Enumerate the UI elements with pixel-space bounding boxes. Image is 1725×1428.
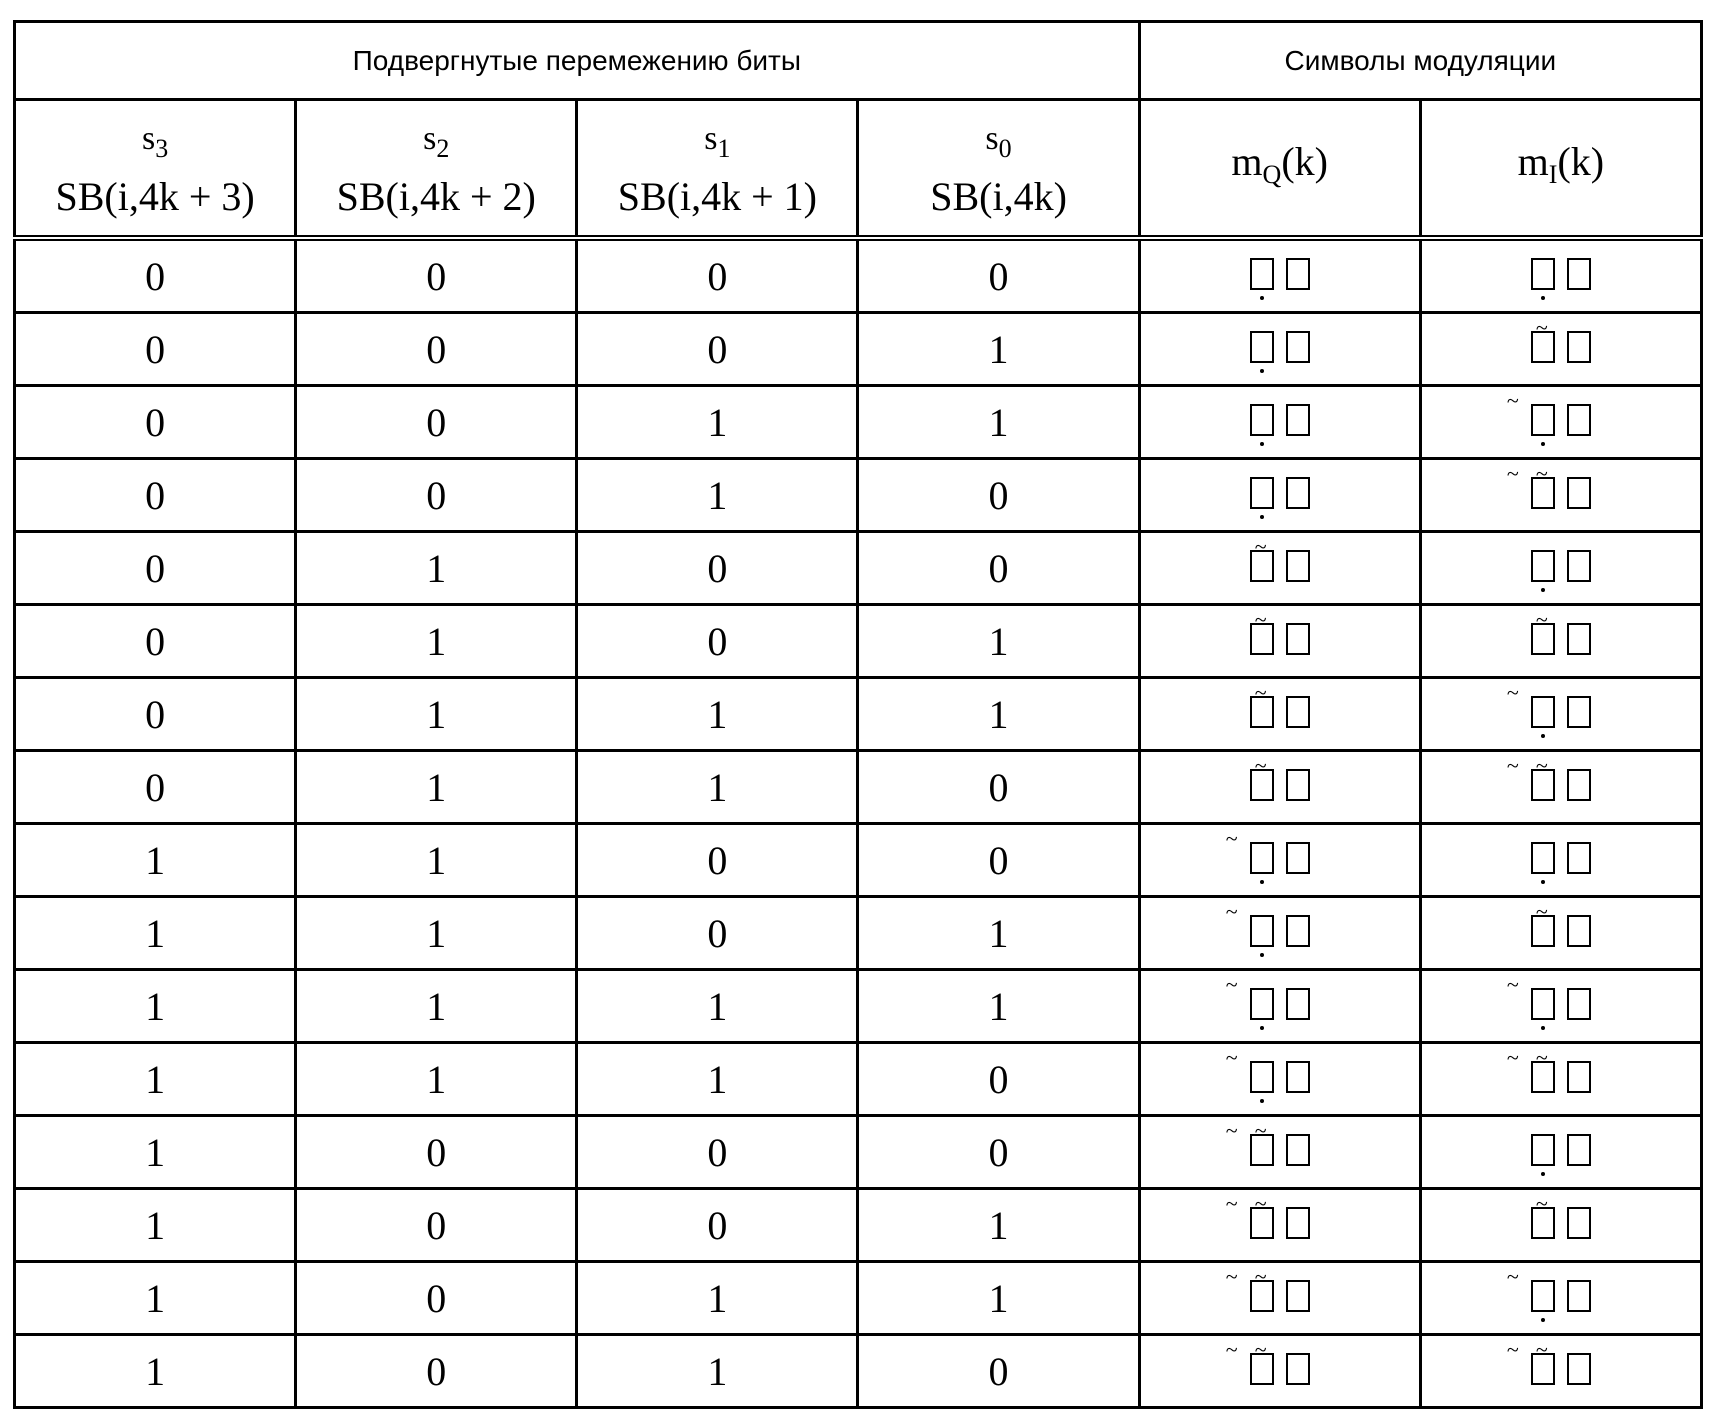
modulation-symbol xyxy=(1250,1280,1310,1312)
bit-cell-s0: 1 xyxy=(858,1189,1139,1262)
bit-cell-s2: 1 xyxy=(296,605,577,678)
overline-tilde-mark: ~ xyxy=(1536,755,1548,777)
missing-glyph-box xyxy=(1250,550,1274,582)
missing-glyph-box xyxy=(1286,331,1310,363)
overline-tilde-mark: ~ xyxy=(1255,609,1267,631)
missing-glyph-box xyxy=(1567,258,1591,290)
column-header xyxy=(1139,100,1420,239)
bit-cell-s1: 0 xyxy=(577,1189,858,1262)
modulation-symbol xyxy=(1531,1280,1591,1312)
symbol-cell-mI xyxy=(1420,1335,1701,1408)
column-header xyxy=(858,100,1139,239)
symbol-cell-mQ xyxy=(1139,459,1420,532)
bit-cell-s3: 1 xyxy=(15,970,296,1043)
overline-tilde-mark: ~ xyxy=(1536,901,1548,923)
bit-cell-s3: 1 xyxy=(15,1043,296,1116)
bit-cell-s0: 0 xyxy=(858,1116,1139,1189)
bit-cell-s1: 0 xyxy=(577,238,858,313)
decimal-dot-mark xyxy=(1260,880,1264,884)
bit-cell-s2: 0 xyxy=(296,1189,577,1262)
bit-cell-s0: 1 xyxy=(858,897,1139,970)
column-symbol-name: m xyxy=(1231,139,1262,184)
missing-glyph-box xyxy=(1250,696,1274,728)
decimal-dot-mark xyxy=(1260,1026,1264,1030)
missing-glyph-box xyxy=(1531,915,1555,947)
modulation-symbol xyxy=(1531,550,1591,582)
decimal-dot-mark xyxy=(1541,296,1545,300)
bit-cell-s2: 1 xyxy=(296,824,577,897)
decimal-dot-mark xyxy=(1541,1172,1545,1176)
missing-glyph-box xyxy=(1567,477,1591,509)
symbol-cell-mI xyxy=(1420,1189,1701,1262)
column-symbol-name: s xyxy=(142,120,155,157)
overline-tilde-mark: ~ xyxy=(1255,1120,1267,1142)
modulation-symbol xyxy=(1531,477,1591,509)
modulation-symbol xyxy=(1531,331,1591,363)
column-subscript: 0 xyxy=(999,134,1012,163)
table-row xyxy=(15,1043,1702,1116)
minus-tilde-mark: ~ xyxy=(1226,974,1238,996)
column-expression: SB(i,4k + 1) xyxy=(578,173,856,221)
table-row xyxy=(15,459,1702,532)
modulation-symbol xyxy=(1250,404,1310,436)
bit-to-symbol-mapping-table xyxy=(13,20,1703,1409)
symbol-cell-mQ xyxy=(1139,970,1420,1043)
symbol-cell-mQ xyxy=(1139,678,1420,751)
symbol-cell-mQ xyxy=(1139,1335,1420,1408)
bit-cell-s3: 1 xyxy=(15,1335,296,1408)
symbol-cell-mI xyxy=(1420,824,1701,897)
bit-cell-s2: 0 xyxy=(296,386,577,459)
minus-tilde-mark: ~ xyxy=(1507,755,1519,777)
decimal-dot-mark xyxy=(1260,442,1264,446)
bit-cell-s3: 1 xyxy=(15,897,296,970)
table-row xyxy=(15,970,1702,1043)
column-header-row xyxy=(15,100,1702,239)
modulation-symbol xyxy=(1250,1207,1310,1239)
modulation-symbol xyxy=(1250,623,1310,655)
symbol-cell-mI xyxy=(1420,678,1701,751)
bit-cell-s0: 1 xyxy=(858,605,1139,678)
column-subscript: 2 xyxy=(436,134,449,163)
minus-tilde-mark: ~ xyxy=(1507,1047,1519,1069)
minus-tilde-mark: ~ xyxy=(1507,390,1519,412)
modulation-symbols-group-header: Символы модуляции xyxy=(1139,22,1701,100)
bit-cell-s2: 0 xyxy=(296,459,577,532)
symbol-cell-mQ xyxy=(1139,238,1420,313)
table-row xyxy=(15,605,1702,678)
bit-cell-s0: 0 xyxy=(858,459,1139,532)
bit-cell-s2: 1 xyxy=(296,678,577,751)
missing-glyph-box xyxy=(1531,1061,1555,1093)
symbol-cell-mI xyxy=(1420,313,1701,386)
modulation-symbol xyxy=(1250,696,1310,728)
bit-cell-s0: 0 xyxy=(858,1043,1139,1116)
table-row xyxy=(15,1262,1702,1335)
bit-cell-s2: 0 xyxy=(296,313,577,386)
minus-tilde-mark: ~ xyxy=(1507,1339,1519,1361)
bit-cell-s0: 1 xyxy=(858,1262,1139,1335)
bit-cell-s3: 0 xyxy=(15,605,296,678)
bit-cell-s1: 0 xyxy=(577,1116,858,1189)
bit-cell-s0: 1 xyxy=(858,678,1139,751)
overline-tilde-mark: ~ xyxy=(1255,1266,1267,1288)
missing-glyph-box xyxy=(1531,623,1555,655)
missing-glyph-box xyxy=(1286,1353,1310,1385)
modulation-symbol xyxy=(1531,1207,1591,1239)
minus-tilde-mark: ~ xyxy=(1507,974,1519,996)
missing-glyph-box xyxy=(1286,696,1310,728)
minus-tilde-mark: ~ xyxy=(1226,828,1238,850)
missing-glyph-box xyxy=(1250,1353,1274,1385)
bit-cell-s0: 0 xyxy=(858,824,1139,897)
bit-cell-s0: 0 xyxy=(858,1335,1139,1408)
symbol-cell-mI xyxy=(1420,238,1701,313)
minus-tilde-mark: ~ xyxy=(1226,1047,1238,1069)
overline-tilde-mark: ~ xyxy=(1255,1193,1267,1215)
missing-glyph-box xyxy=(1567,1061,1591,1093)
symbol-cell-mI xyxy=(1420,1116,1701,1189)
modulation-symbol xyxy=(1531,842,1591,874)
bit-cell-s0: 1 xyxy=(858,970,1139,1043)
symbol-cell-mQ xyxy=(1139,897,1420,970)
minus-tilde-mark: ~ xyxy=(1507,1266,1519,1288)
decimal-dot-mark xyxy=(1260,369,1264,373)
bit-cell-s2: 1 xyxy=(296,751,577,824)
column-symbol-name: m xyxy=(1518,139,1549,184)
modulation-symbol xyxy=(1531,1134,1591,1166)
missing-glyph-box xyxy=(1286,623,1310,655)
column-header xyxy=(1420,100,1701,239)
overline-tilde-mark: ~ xyxy=(1536,1193,1548,1215)
modulation-symbol xyxy=(1250,258,1310,290)
missing-glyph-box xyxy=(1567,623,1591,655)
table-body xyxy=(15,238,1702,1408)
missing-glyph-box xyxy=(1567,331,1591,363)
modulation-symbol xyxy=(1531,696,1591,728)
bit-cell-s3: 0 xyxy=(15,678,296,751)
modulation-symbol xyxy=(1250,1134,1310,1166)
modulation-symbol xyxy=(1250,477,1310,509)
column-symbol-name: s xyxy=(704,120,717,157)
overline-tilde-mark: ~ xyxy=(1255,1339,1267,1361)
missing-glyph-box xyxy=(1250,258,1274,290)
missing-glyph-box xyxy=(1567,1134,1591,1166)
symbol-cell-mQ xyxy=(1139,1262,1420,1335)
bit-cell-s2: 1 xyxy=(296,532,577,605)
column-subscript: I xyxy=(1549,160,1558,189)
table-row xyxy=(15,751,1702,824)
bit-cell-s3: 0 xyxy=(15,313,296,386)
missing-glyph-box xyxy=(1567,1280,1591,1312)
bit-cell-s0: 1 xyxy=(858,386,1139,459)
decimal-dot-mark xyxy=(1541,1318,1545,1322)
missing-glyph-box xyxy=(1286,550,1310,582)
missing-glyph-box xyxy=(1286,842,1310,874)
symbol-cell-mQ xyxy=(1139,605,1420,678)
decimal-dot-mark xyxy=(1541,1026,1545,1030)
missing-glyph-box xyxy=(1250,1207,1274,1239)
bit-cell-s1: 0 xyxy=(577,532,858,605)
missing-glyph-box xyxy=(1531,769,1555,801)
missing-glyph-box xyxy=(1531,1207,1555,1239)
minus-tilde-mark: ~ xyxy=(1507,463,1519,485)
bit-cell-s1: 0 xyxy=(577,313,858,386)
bit-cell-s2: 1 xyxy=(296,970,577,1043)
symbol-cell-mI xyxy=(1420,751,1701,824)
modulation-symbol xyxy=(1531,915,1591,947)
overline-tilde-mark: ~ xyxy=(1255,682,1267,704)
overline-tilde-mark: ~ xyxy=(1536,1047,1548,1069)
missing-glyph-box xyxy=(1250,915,1274,947)
symbol-cell-mQ xyxy=(1139,751,1420,824)
bit-cell-s3: 0 xyxy=(15,751,296,824)
missing-glyph-box xyxy=(1286,477,1310,509)
bit-cell-s2: 1 xyxy=(296,897,577,970)
modulation-symbol xyxy=(1250,550,1310,582)
missing-glyph-box xyxy=(1250,769,1274,801)
missing-glyph-box xyxy=(1286,404,1310,436)
minus-tilde-mark: ~ xyxy=(1226,1120,1238,1142)
missing-glyph-box xyxy=(1531,550,1555,582)
bit-cell-s1: 1 xyxy=(577,678,858,751)
bit-cell-s0: 1 xyxy=(858,313,1139,386)
modulation-symbol xyxy=(1531,1353,1591,1385)
decimal-dot-mark xyxy=(1260,1099,1264,1103)
missing-glyph-box xyxy=(1567,769,1591,801)
missing-glyph-box xyxy=(1567,696,1591,728)
missing-glyph-box xyxy=(1531,1280,1555,1312)
missing-glyph-box xyxy=(1531,1134,1555,1166)
modulation-symbol xyxy=(1531,404,1591,436)
modulation-symbol xyxy=(1531,769,1591,801)
overline-tilde-mark: ~ xyxy=(1536,1339,1548,1361)
missing-glyph-box xyxy=(1567,915,1591,947)
bit-cell-s2: 0 xyxy=(296,1116,577,1189)
overline-tilde-mark: ~ xyxy=(1536,317,1548,339)
missing-glyph-box xyxy=(1567,988,1591,1020)
column-header xyxy=(577,100,858,239)
column-symbol-name: s xyxy=(423,120,436,157)
bit-cell-s1: 1 xyxy=(577,970,858,1043)
symbol-cell-mI xyxy=(1420,605,1701,678)
missing-glyph-box xyxy=(1250,1134,1274,1166)
decimal-dot-mark xyxy=(1260,515,1264,519)
bit-cell-s3: 0 xyxy=(15,459,296,532)
bit-cell-s1: 0 xyxy=(577,897,858,970)
symbol-cell-mI xyxy=(1420,386,1701,459)
bit-cell-s2: 1 xyxy=(296,1043,577,1116)
overline-tilde-mark: ~ xyxy=(1536,609,1548,631)
decimal-dot-mark xyxy=(1541,734,1545,738)
modulation-symbol xyxy=(1531,1061,1591,1093)
column-expression: SB(i,4k + 3) xyxy=(16,173,294,221)
minus-tilde-mark: ~ xyxy=(1226,1266,1238,1288)
decimal-dot-mark xyxy=(1541,880,1545,884)
decimal-dot-mark xyxy=(1541,442,1545,446)
missing-glyph-box xyxy=(1531,404,1555,436)
missing-glyph-box xyxy=(1567,404,1591,436)
modulation-symbol xyxy=(1250,1353,1310,1385)
modulation-symbol xyxy=(1531,988,1591,1020)
modulation-symbol xyxy=(1531,623,1591,655)
missing-glyph-box xyxy=(1250,331,1274,363)
column-expression: SB(i,4k) xyxy=(859,173,1137,221)
modulation-symbol xyxy=(1250,915,1310,947)
modulation-symbol xyxy=(1250,988,1310,1020)
symbol-cell-mI xyxy=(1420,459,1701,532)
symbol-cell-mQ xyxy=(1139,1043,1420,1116)
symbol-cell-mQ xyxy=(1139,386,1420,459)
missing-glyph-box xyxy=(1567,842,1591,874)
bit-cell-s1: 0 xyxy=(577,605,858,678)
table-row xyxy=(15,824,1702,897)
column-expression: (k) xyxy=(1557,139,1604,184)
missing-glyph-box xyxy=(1567,1207,1591,1239)
missing-glyph-box xyxy=(1286,258,1310,290)
bit-cell-s0: 0 xyxy=(858,751,1139,824)
bit-cell-s2: 0 xyxy=(296,1335,577,1408)
symbol-cell-mI xyxy=(1420,532,1701,605)
bit-cell-s3: 0 xyxy=(15,386,296,459)
symbol-cell-mQ xyxy=(1139,1116,1420,1189)
bit-cell-s1: 1 xyxy=(577,1335,858,1408)
modulation-symbol xyxy=(1250,769,1310,801)
missing-glyph-box xyxy=(1286,1061,1310,1093)
overline-tilde-mark: ~ xyxy=(1255,755,1267,777)
overline-tilde-mark: ~ xyxy=(1255,536,1267,558)
missing-glyph-box xyxy=(1286,1280,1310,1312)
bit-cell-s1: 0 xyxy=(577,824,858,897)
missing-glyph-box xyxy=(1286,1207,1310,1239)
table-row xyxy=(15,238,1702,313)
bit-cell-s1: 1 xyxy=(577,1043,858,1116)
bit-cell-s3: 0 xyxy=(15,238,296,313)
missing-glyph-box xyxy=(1567,550,1591,582)
missing-glyph-box xyxy=(1250,1280,1274,1312)
missing-glyph-box xyxy=(1250,477,1274,509)
table-row xyxy=(15,1116,1702,1189)
bit-cell-s1: 1 xyxy=(577,459,858,532)
interleaved-bits-group-header: Подвергнутые перемежению биты xyxy=(15,22,1140,100)
table-row xyxy=(15,386,1702,459)
bit-cell-s3: 1 xyxy=(15,1116,296,1189)
column-expression: SB(i,4k + 2) xyxy=(297,173,575,221)
missing-glyph-box xyxy=(1250,404,1274,436)
bit-cell-s3: 0 xyxy=(15,532,296,605)
missing-glyph-box xyxy=(1250,842,1274,874)
bit-cell-s2: 0 xyxy=(296,238,577,313)
modulation-symbol xyxy=(1250,842,1310,874)
bit-cell-s3: 1 xyxy=(15,1262,296,1335)
missing-glyph-box xyxy=(1286,915,1310,947)
modulation-symbol xyxy=(1250,331,1310,363)
table-row xyxy=(15,1335,1702,1408)
missing-glyph-box xyxy=(1531,258,1555,290)
table-row xyxy=(15,532,1702,605)
overline-tilde-mark: ~ xyxy=(1536,463,1548,485)
column-header xyxy=(296,100,577,239)
symbol-cell-mI xyxy=(1420,897,1701,970)
modulation-symbol xyxy=(1531,258,1591,290)
missing-glyph-box xyxy=(1250,623,1274,655)
symbol-cell-mQ xyxy=(1139,1189,1420,1262)
bit-cell-s0: 0 xyxy=(858,238,1139,313)
decimal-dot-mark xyxy=(1541,588,1545,592)
missing-glyph-box xyxy=(1250,1061,1274,1093)
table-row xyxy=(15,1189,1702,1262)
missing-glyph-box xyxy=(1531,842,1555,874)
minus-tilde-mark: ~ xyxy=(1226,1193,1238,1215)
bit-cell-s0: 0 xyxy=(858,532,1139,605)
missing-glyph-box xyxy=(1531,477,1555,509)
missing-glyph-box xyxy=(1567,1353,1591,1385)
missing-glyph-box xyxy=(1531,988,1555,1020)
missing-glyph-box xyxy=(1286,769,1310,801)
missing-glyph-box xyxy=(1286,1134,1310,1166)
bit-cell-s3: 1 xyxy=(15,824,296,897)
table-row xyxy=(15,897,1702,970)
minus-tilde-mark: ~ xyxy=(1226,1339,1238,1361)
missing-glyph-box xyxy=(1286,988,1310,1020)
decimal-dot-mark xyxy=(1260,953,1264,957)
column-subscript: 3 xyxy=(155,134,168,163)
missing-glyph-box xyxy=(1531,1353,1555,1385)
bit-cell-s1: 1 xyxy=(577,751,858,824)
missing-glyph-box xyxy=(1250,988,1274,1020)
bit-cell-s1: 1 xyxy=(577,386,858,459)
symbol-cell-mI xyxy=(1420,1043,1701,1116)
column-symbol-name: s xyxy=(985,120,998,157)
table-row xyxy=(15,313,1702,386)
minus-tilde-mark: ~ xyxy=(1226,901,1238,923)
minus-tilde-mark: ~ xyxy=(1507,682,1519,704)
bit-cell-s1: 1 xyxy=(577,1262,858,1335)
column-expression: (k) xyxy=(1281,139,1328,184)
modulation-symbol xyxy=(1250,1061,1310,1093)
column-subscript: Q xyxy=(1263,160,1282,189)
symbol-cell-mI xyxy=(1420,1262,1701,1335)
symbol-cell-mQ xyxy=(1139,532,1420,605)
missing-glyph-box xyxy=(1531,331,1555,363)
missing-glyph-box xyxy=(1531,696,1555,728)
table-row xyxy=(15,678,1702,751)
symbol-cell-mI xyxy=(1420,970,1701,1043)
column-subscript: 1 xyxy=(718,134,731,163)
bit-cell-s3: 1 xyxy=(15,1189,296,1262)
symbol-cell-mQ xyxy=(1139,313,1420,386)
symbol-cell-mQ xyxy=(1139,824,1420,897)
decimal-dot-mark xyxy=(1260,296,1264,300)
column-header xyxy=(15,100,296,239)
bit-cell-s2: 0 xyxy=(296,1262,577,1335)
